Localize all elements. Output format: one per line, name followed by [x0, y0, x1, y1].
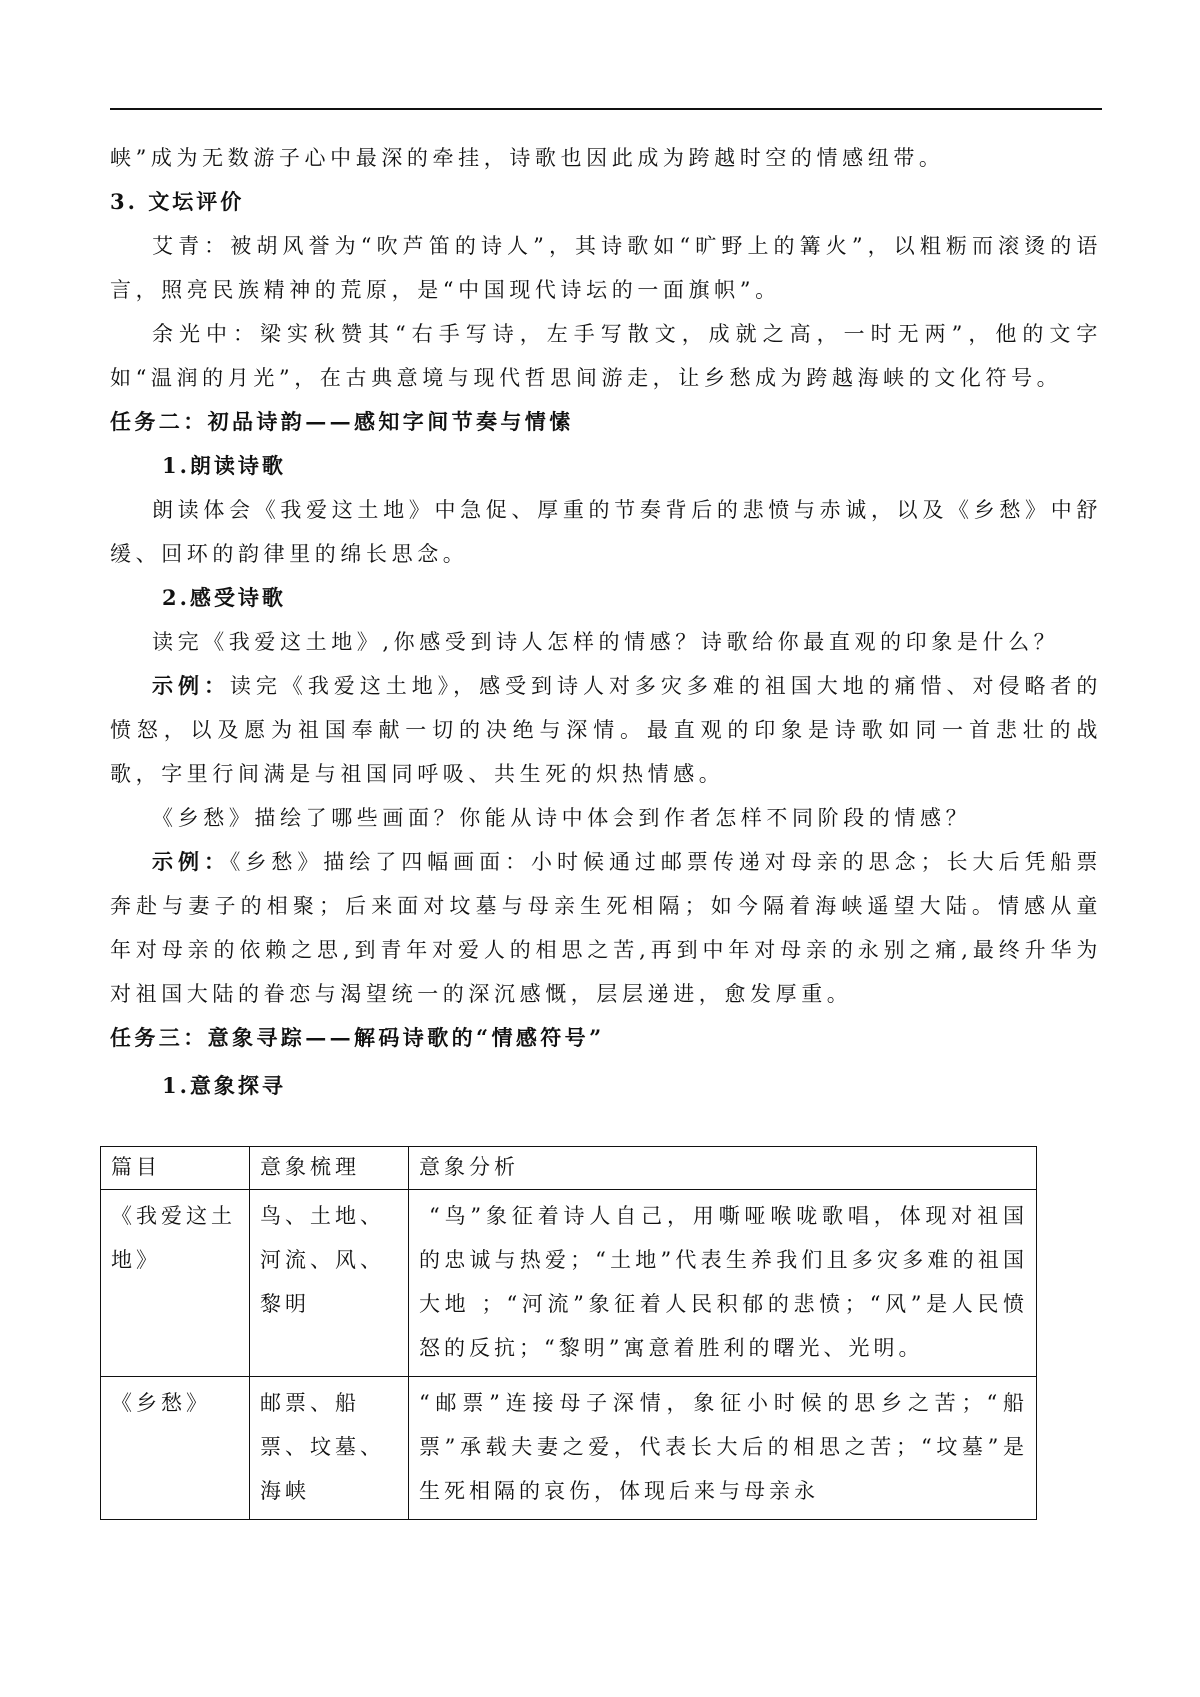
answer-2: [110, 840, 1102, 1016]
answer-2-text: 《乡愁》描绘了四幅画面：小时候通过邮票传递对母亲的思念；长大后凭船票奔赴与妻子的相聚；后来面对坟墓与母亲生死相隔；如今隔着海峡遥望大陆。情感从童年对母亲的依赖之思,到青年对爱人的相思之苦,再到中年对母亲的永别之痛,最终升华为对祖国大陆的眷恋与渴望统一的深沉感慨，层层递进，愈发厚重。: [110, 850, 1102, 1006]
task2-heading: 任务二：初品诗韵——感知字间节奏与情愫: [110, 409, 574, 434]
cell-analysis-text: “鸟”象征着诗人自己，用嘶哑喉咙歌唱，体现对祖国的忠诚与热爱；“土地”代表生养我们且多灾多难的祖国大地 ；“河流”象征着人民积郁的悲愤；“风”是人民愤怒的反抗；“黎明”寓意着胜利的曙光、光明。: [419, 1204, 1028, 1360]
table-row: [101, 1377, 1037, 1520]
task2-sub-feeling: 2.感受诗歌: [162, 585, 286, 610]
task2-sub-reading: 1.朗读诗歌: [162, 453, 286, 478]
paragraph-aiqing: 艾青：被胡风誉为“吹芦笛的诗人”，其诗歌如“旷野上的篝火”，以粗粝而滚烫的语言，照亮民族精神的荒原，是“中国现代诗坛的一面旗帜”。: [110, 234, 1102, 302]
header-rule: [110, 108, 1102, 110]
section-heading-literary-evaluation: 3. 文坛评价: [110, 189, 245, 214]
cell-images: 鸟、土地、河流、风、黎明: [250, 1190, 409, 1377]
document-body: [110, 136, 1102, 1108]
example-label: 示例：: [152, 849, 230, 874]
answer-1-text: 读完《我爱这土地》，感受到诗人对多灾多难的祖国大地的痛惜、对侵略者的愤怒，以及愿为祖国奉献一切的决绝与深情。最直观的印象是诗歌如同一首悲壮的战歌，字里行间满是与祖国同呼吸、共生死的炽热情感。: [110, 674, 1102, 786]
task3-sub-imagery: 1.意象探寻: [162, 1073, 286, 1098]
answer-1: [110, 664, 1102, 796]
cell-analysis: [409, 1190, 1037, 1377]
cell-analysis-text: “邮票”连接母子深情，象征小时候的思乡之苦；“船票”承载夫妻之爱，代表长大后的相思之苦；“坟墓”是生死相隔的哀伤，体现后来与母亲永: [419, 1391, 1028, 1503]
example-label: 示例：: [152, 673, 230, 698]
table-header-row: [101, 1147, 1037, 1190]
cell-title: 《乡愁》: [101, 1377, 250, 1520]
paragraph-yuguangzhong: 余光中：梁实秋赞其“右手写诗，左手写散文，成就之高，一时无两”，他的文字如“温润的月光”，在古典意境与现代哲思间游走，让乡愁成为跨越海峡的文化符号。: [110, 322, 1102, 390]
cell-title: 《我爱这土地》: [101, 1190, 250, 1377]
cell-analysis: [409, 1377, 1037, 1520]
cell-images: 邮票、船票、坟墓、海峡: [250, 1377, 409, 1520]
imagery-table: [100, 1146, 1037, 1520]
continuation-text: 峡”成为无数游子心中最深的牵挂，诗歌也因此成为跨越时空的情感纽带。: [110, 146, 945, 170]
question-2: 《乡愁》描绘了哪些画面？你能从诗中体会到作者怎样不同阶段的情感？: [152, 806, 972, 830]
table-row: [101, 1190, 1037, 1377]
column-header-analysis: 意象分析: [409, 1147, 1037, 1190]
task3-heading: 任务三：意象寻踪——解码诗歌的“情感符号”: [110, 1025, 605, 1050]
question-1: 读完《我爱这土地》,你感受到诗人怎样的情感？诗歌给你最直观的印象是什么？: [152, 630, 1060, 654]
column-header-images: 意象梳理: [250, 1147, 409, 1190]
paragraph-reading: 朗读体会《我爱这土地》中急促、厚重的节奏背后的悲愤与赤诚，以及《乡愁》中舒缓、回环的韵律里的绵长思念。: [110, 498, 1102, 566]
column-header-title: 篇目: [101, 1147, 250, 1190]
